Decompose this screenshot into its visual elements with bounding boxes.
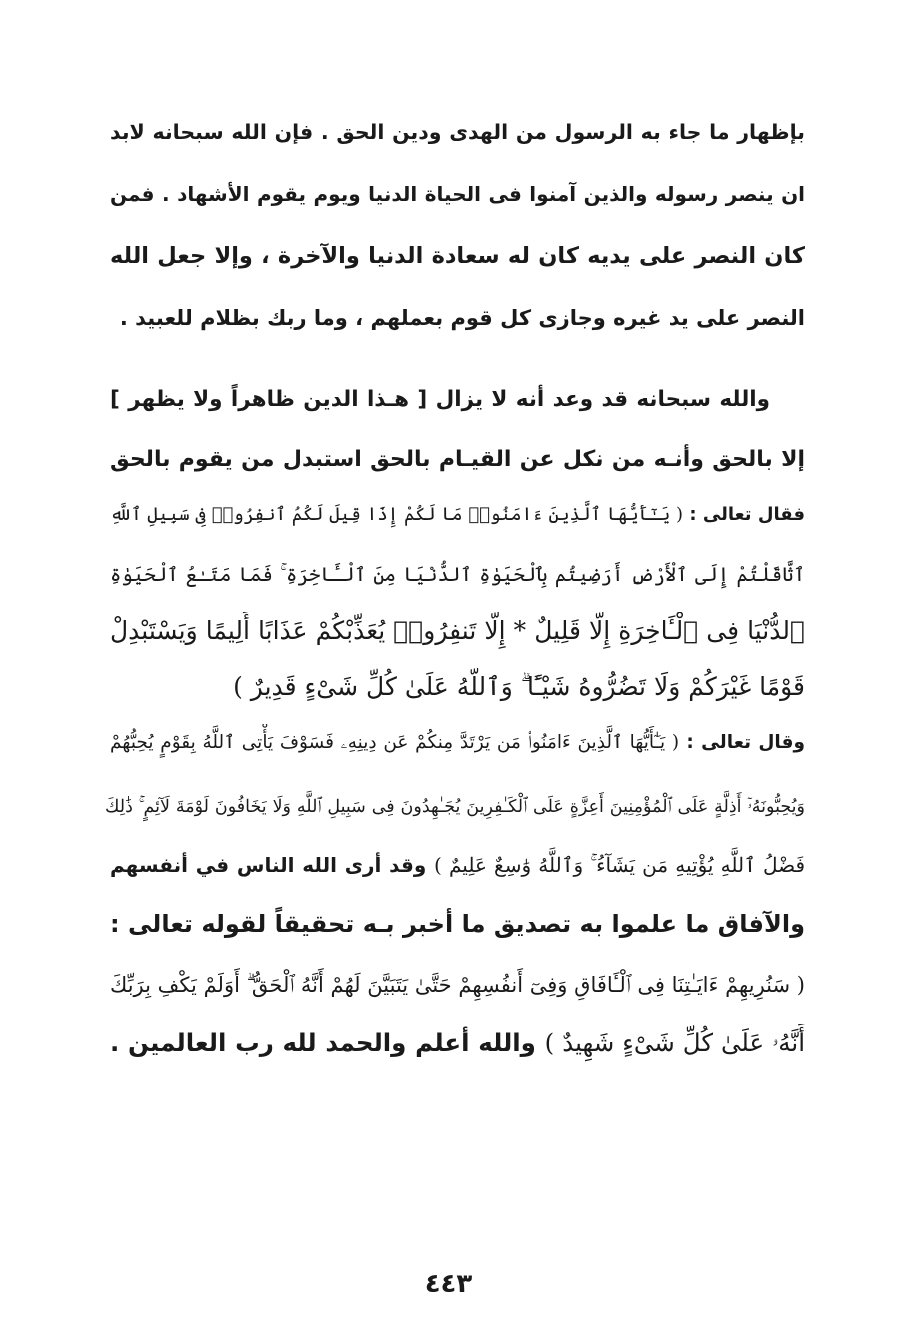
paragraph-1-line-4: النصر على يد غيره وجازى كل قوم بعملهم ، وما ربك بظلام للعبيد . bbox=[119, 306, 805, 330]
quran-verse-maidah-54-end: فَضْلُ ٱللَّهِ يُؤْتِيهِ مَن يَشَآءُ ۚ وَٱللَّهُ وَٰسِعٌ عَلِيمٌ ) bbox=[434, 853, 805, 877]
closing-statement: والله أعلم والحمد لله رب العالمين . bbox=[110, 1028, 536, 1057]
paragraph-2-line-3 bbox=[110, 496, 805, 534]
paragraph-1-line-2: ان ينصر رسوله والذين آمنوا فى الحياة الدنيا ويوم يقوم الأشهاد . فمن bbox=[110, 182, 805, 206]
quran-verse-line-4: قَوْمًا غَيْرَكُمْ وَلَا تَضُرُّوهُ شَيْـًٔا ۗ وَٱللَّهُ عَلَىٰ كُلِّ شَىْءٍ قَدِيرٌ ) bbox=[233, 672, 805, 701]
paragraph-1-line-3: كان النصر على يديه كان له سعادة الدنيا والآخرة ، وإلا جعل الله bbox=[110, 243, 805, 269]
paragraph-3-line-4: والآفاق ما علموا به تصديق ما أخبر بـه تحقيقاً لقوله تعالى : bbox=[110, 910, 805, 938]
quran-verse-tawbah-38-start: ( يَـٰٓأَيُّهَا ٱلَّذِينَ ءَامَنُوا۟ مَا لَكُمْ إِذَا قِيلَ لَكُمُ ٱنفِرُوا۟ فِى سَبِيلِ ٱللَّهِ bbox=[110, 504, 684, 525]
quran-verse-line-2: ٱثَّاقَلْتُمْ إِلَى ٱلْأَرْضِ أَرَضِيتُم بِٱلْحَيَوٰةِ ٱلدُّنْيَا مِنَ ٱلْـَٔاخِرَةِ ۚ فَمَا مَتَـٰعُ ٱلْحَيَوٰةِ bbox=[110, 563, 805, 586]
paragraph-3-line-3 bbox=[110, 846, 805, 884]
quran-verse-maidah-54-line-2: وَيُحِبُّونَهُۥٓ أَذِلَّةٍ عَلَى ٱلْمُؤْمِنِينَ أَعِزَّةٍ عَلَى ٱلْكَـٰفِرِينَ يُجَـٰهِدُونَ فِى سَبِيلِ ٱللَّهِ وَلَا يَخَافُونَ لَوْمَةَ لَآئِمٍ ۚ ذَٰلِكَ bbox=[105, 797, 805, 817]
quran-verse-line-3: ٱلدُّنْيَا فِى ٱلْـَٔاخِرَةِ إِلَّا قَلِيلٌ * إِلَّا تَنفِرُوا۟ يُعَذِّبْكُمْ عَذَابًا أَلِيمًا وَيَسْتَبْدِلْ bbox=[110, 616, 805, 645]
paragraph-2-line-2: إلا بالحق وأنـه من نكل عن القيـام بالحق استبدل من يقوم بالحق bbox=[110, 447, 805, 472]
quran-verse-fussilat-53-start: ( سَنُرِيهِمْ ءَايَـٰتِنَا فِى ٱلْـَٔافَاقِ وَفِىٓ أَنفُسِهِمْ حَتَّىٰ يَتَبَيَّنَ لَهُمْ أَنَّهُ ٱلْحَقُّ ۗ أَوَلَمْ يَكْفِ بِرَبِّكَ bbox=[110, 973, 805, 997]
quran-verse-maidah-54-start: ( يَـٰٓأَيُّهَا ٱلَّذِينَ ءَامَنُوا۟ مَن يَرْتَدَّ مِنكُمْ عَن دِينِهِۦ فَسَوْفَ يَأْتِى ٱللَّهُ بِقَوْمٍ يُحِبُّهُمْ bbox=[110, 732, 680, 753]
qala-taala-label-1: فقال تعالى : bbox=[689, 504, 805, 525]
page-number: ٤٤٣ bbox=[424, 1269, 473, 1299]
paragraph-3-line-6 bbox=[110, 1024, 805, 1062]
paragraph-1-line-1: بإظهار ما جاء به الرسول من الهدى ودين الحق . فإن الله سبحانه لابد bbox=[110, 120, 805, 144]
paragraph-2-line-1: والله سبحانه قد وعد أنه لا يزال [ هـذا الدين ظاهراً ولا يظهر ] bbox=[110, 387, 770, 412]
paragraph-3-text-anfusihim: وقد أرى الله الناس في أنفسهم bbox=[110, 853, 427, 877]
qala-taala-label-2: وقال تعالى : bbox=[686, 732, 805, 753]
quran-verse-fussilat-53-end: أَنَّهُۥ عَلَىٰ كُلِّ شَىْءٍ شَهِيدٌ ) bbox=[544, 1028, 805, 1057]
paragraph-3-line-1 bbox=[110, 724, 805, 762]
